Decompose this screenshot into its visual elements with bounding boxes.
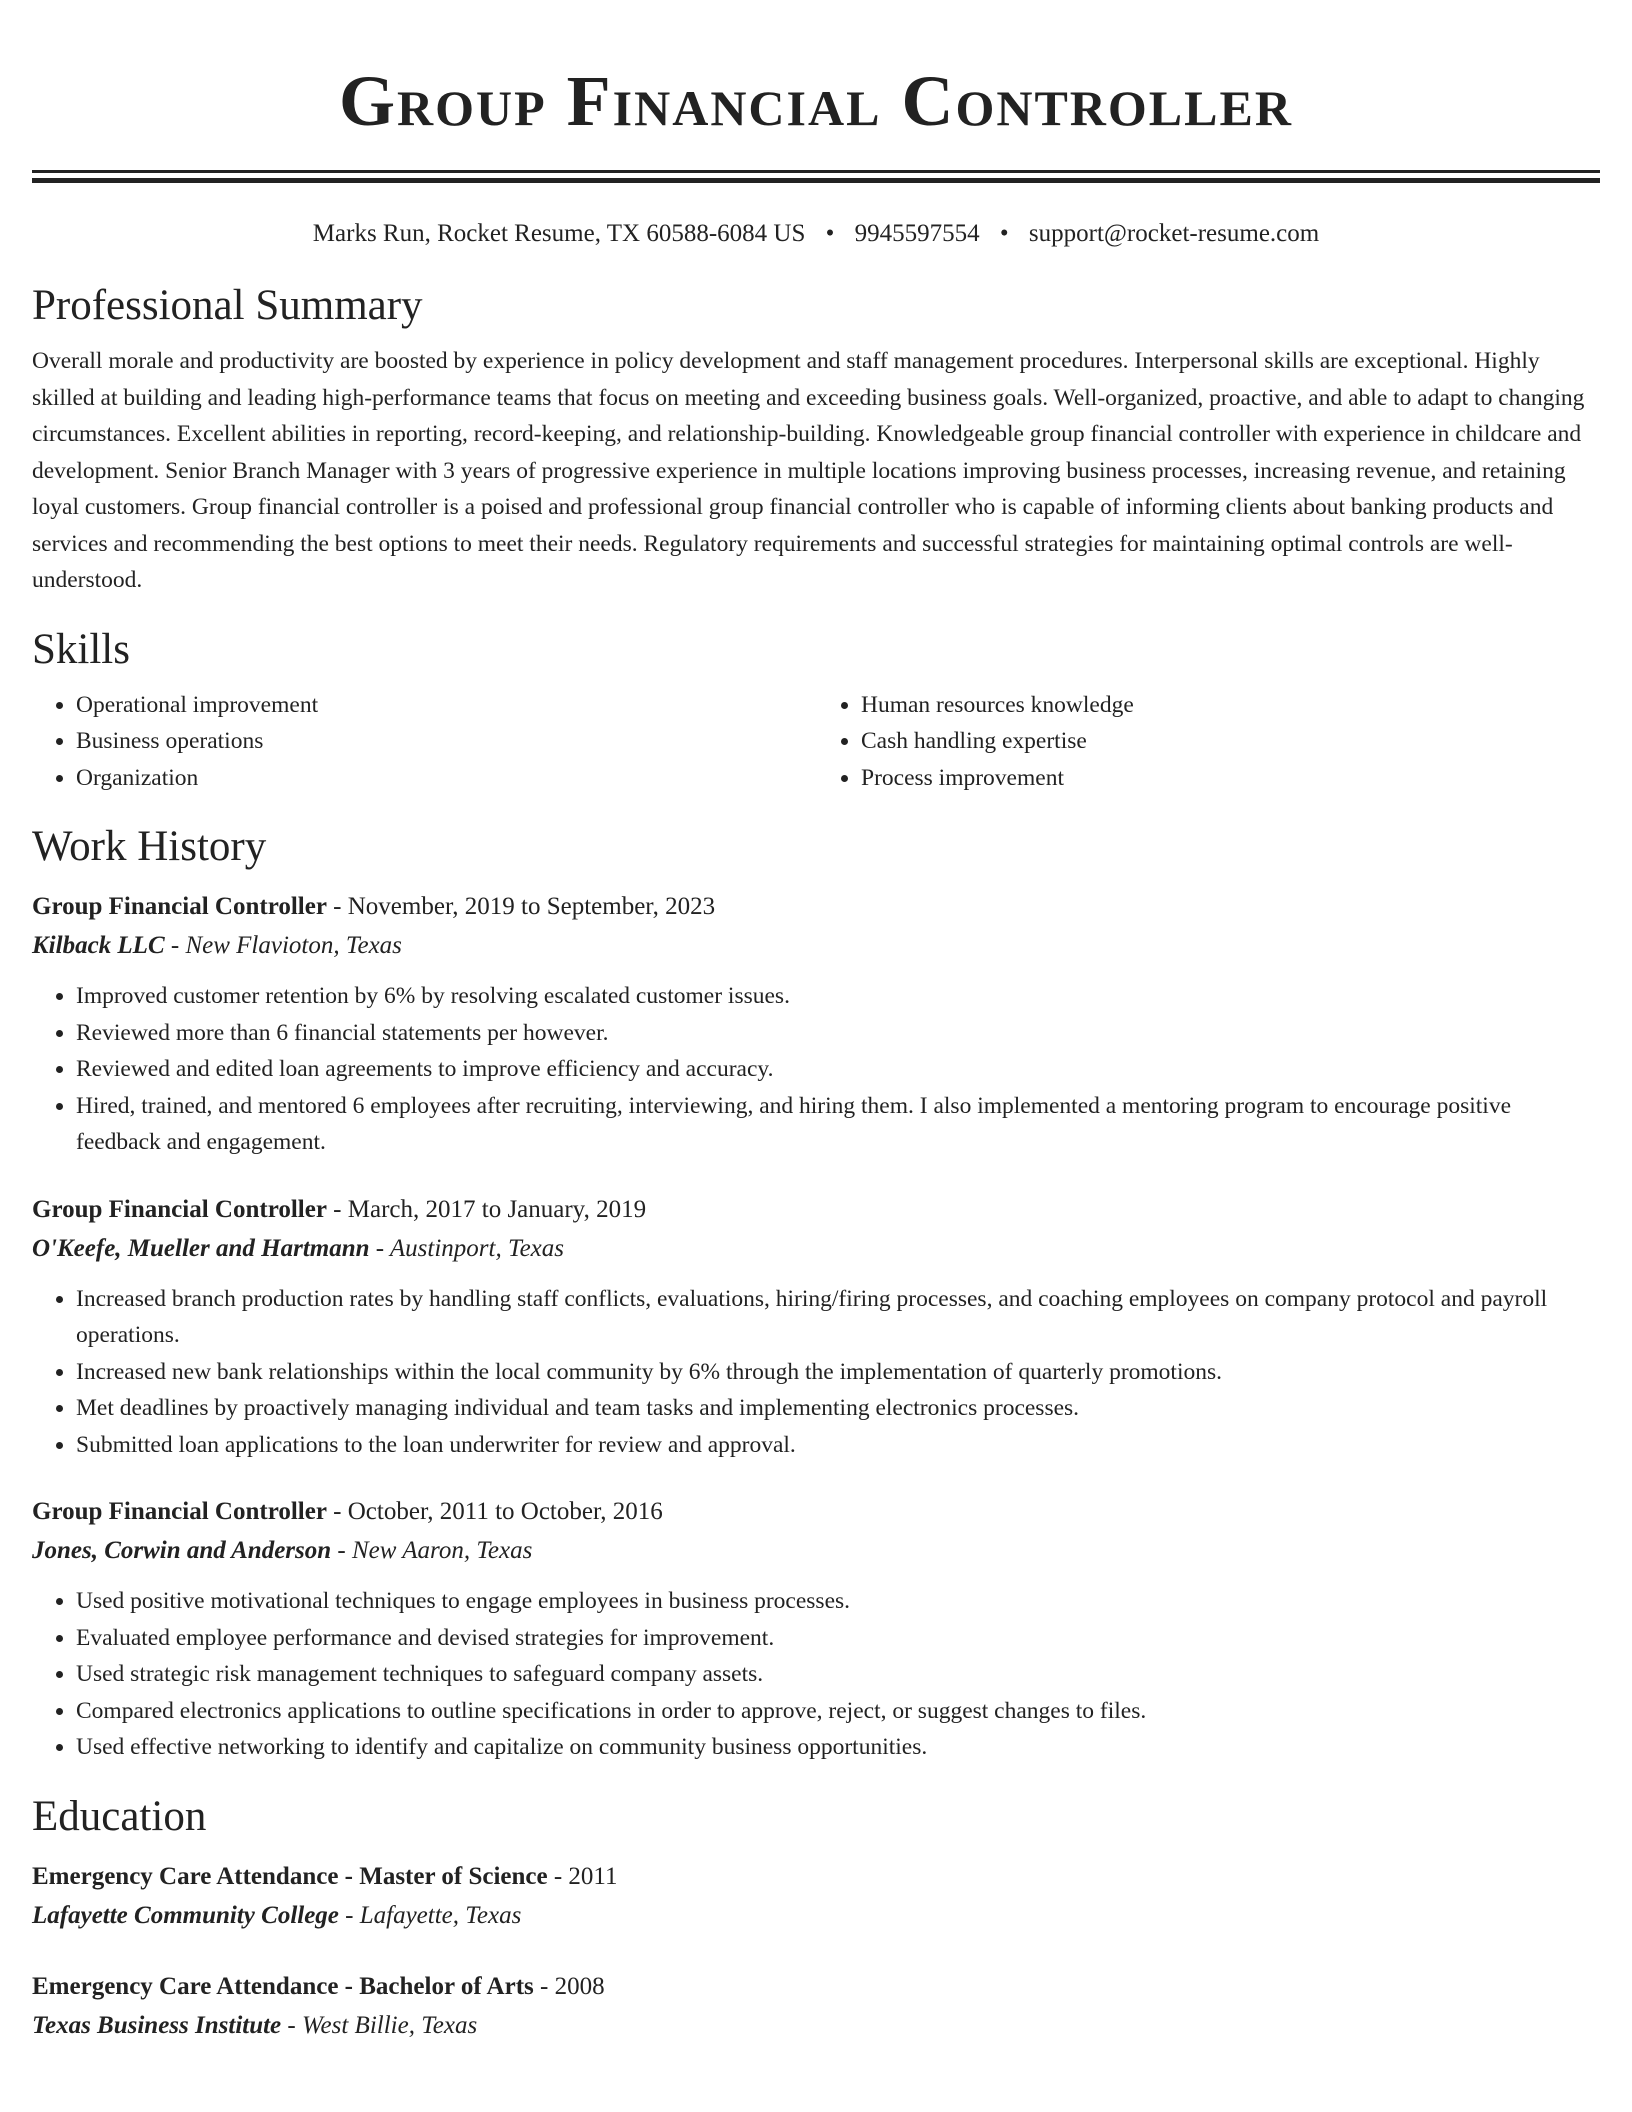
duty-item: • Hired, trained, and mentored 6 employees after recruiting, interviewing, and hiring them. I also implemented a mentoring program to encourage positive feedback and engagement. (76, 1088, 1600, 1161)
contact-address: Marks Run, Rocket Resume, TX 60588-6084 US (312, 220, 806, 247)
degree-line (32, 1968, 1600, 2006)
job-title: Group Financial Controller (32, 893, 327, 920)
skills-column-left (32, 687, 815, 797)
employer-line (32, 1229, 1600, 1269)
contact-phone: 9945597554 (854, 220, 980, 247)
skill-item: • Human resources knowledge (861, 687, 1600, 724)
school-name: Lafayette Community College (32, 1901, 339, 1929)
duty-item: • Reviewed more than 6 financial statements per however. (76, 1015, 1600, 1052)
skill-item: • Business operations (76, 723, 815, 760)
duty-item: • Reviewed and edited loan agreements to improve efficiency and accuracy. (76, 1051, 1600, 1088)
summary-heading: Professional Summary (32, 282, 423, 329)
school-line (32, 2006, 1600, 2046)
contact-email[interactable]: support@rocket-resume.com (1028, 220, 1320, 247)
job-entry (32, 1191, 1600, 1464)
duty-item: • Increased new bank relationships within the local community by 6% through the implementation of quarterly promotions. (76, 1354, 1600, 1391)
skill-item: • Cash handling expertise (861, 723, 1600, 760)
degree-year: - 2008 (533, 1972, 605, 2000)
resume-name: Group Financial Controller (339, 61, 1293, 141)
job-duties (32, 1281, 1600, 1464)
job-title: Group Financial Controller (32, 1195, 327, 1223)
skill-item: • Operational improvement (76, 687, 815, 724)
skills-list (32, 687, 1600, 797)
school-location: - West Billie, Texas (281, 2011, 478, 2039)
school-line (32, 1896, 1600, 1936)
degree-name: Emergency Care Attendance - Bachelor of Arts (32, 1972, 534, 2000)
skills-heading: Skills (32, 625, 130, 673)
contact-line (32, 217, 1600, 251)
skill-item: • Process improvement (861, 760, 1600, 797)
resume-page (32, 0, 1600, 2046)
duty-item: • Improved customer retention by 6% by resolving escalated customer issues. (76, 978, 1600, 1015)
education-heading: Education (32, 1792, 207, 1840)
job-duties (32, 1583, 1600, 1766)
header-divider (32, 170, 1600, 183)
job-title-line (32, 1191, 1600, 1229)
job-title-line (32, 1493, 1600, 1531)
employer-line (32, 1531, 1600, 1571)
job-title-line (32, 888, 1600, 926)
job-dates: - November, 2019 to September, 2023 (326, 893, 716, 920)
duty-item: • Submitted loan applications to the loan underwriter for review and approval. (76, 1427, 1600, 1464)
duty-item: • Used effective networking to identify and capitalize on community business opportunities. (76, 1729, 1600, 1766)
degree-year: - 2011 (547, 1862, 618, 1890)
duty-item: • Met deadlines by proactively managing individual and team tasks and implementing electronics processes. (76, 1390, 1600, 1427)
job-title: Group Financial Controller (32, 1498, 327, 1525)
duty-item: • Compared electronics applications to outline specifications in order to approve, reject, or suggest changes to files. (76, 1693, 1600, 1730)
job-entry (32, 888, 1600, 1161)
employer-location: - New Flavioton, Texas (164, 932, 402, 959)
skill-item: • Organization (76, 760, 815, 797)
duty-item: • Increased branch production rates by handling staff conflicts, evaluations, hiring/firing processes, and coaching employees on company protocol and payroll operations. (76, 1281, 1600, 1354)
contact-separator: • (825, 220, 835, 247)
education-entry (32, 1858, 1600, 1936)
job-entry (32, 1493, 1600, 1766)
education-entry (32, 1968, 1600, 2046)
summary-text: Overall morale and productivity are boosted by experience in policy development and staff management procedures. Interpersonal skills are exceptional. Highly skilled at building and leading high-performance teams that focus on meeting and exceeding business goals. Well-organized, proactive, and able to adapt to changing circumstances. Excellent abilities in reporting, record-keeping, and relationship-building. Knowledgeable group financial controller with experience in childcare and development. Senior Branch Manager with 3 years of progressive experience in multiple locations improving business processes, increasing revenue, and retaining loyal customers. Group financial controller is a poised and professional group financial controller who is capable of informing clients about banking products and services and recommending the best options to meet their needs. Regulatory requirements and successful strategies for maintaining optimal controls are well-understood. (32, 348, 1585, 593)
job-dates: - March, 2017 to January, 2019 (326, 1195, 647, 1223)
employer-location: - New Aaron, Texas (331, 1537, 533, 1564)
contact-separator: • (999, 220, 1009, 247)
duty-item: • Evaluated employee performance and devised strategies for improvement. (76, 1620, 1600, 1657)
duty-item: • Used strategic risk management techniques to safeguard company assets. (76, 1656, 1600, 1693)
school-name: Texas Business Institute (32, 2011, 282, 2039)
skills-column-right (815, 687, 1600, 797)
employer-name: O'Keefe, Mueller and Hartmann (32, 1234, 370, 1262)
employer-name: Jones, Corwin and Anderson (32, 1537, 332, 1564)
job-dates: - October, 2011 to October, 2016 (326, 1498, 663, 1525)
employer-name: Kilback LLC (32, 932, 165, 959)
degree-line (32, 1858, 1600, 1896)
school-location: - Lafayette, Texas (338, 1901, 522, 1929)
employer-location: - Austinport, Texas (369, 1234, 564, 1262)
work-history-heading: Work History (32, 823, 267, 870)
job-duties (32, 978, 1600, 1161)
degree-name: Emergency Care Attendance - Master of Science (32, 1862, 548, 1890)
employer-line (32, 926, 1600, 966)
duty-item: • Used positive motivational techniques to engage employees in business processes. (76, 1583, 1600, 1620)
